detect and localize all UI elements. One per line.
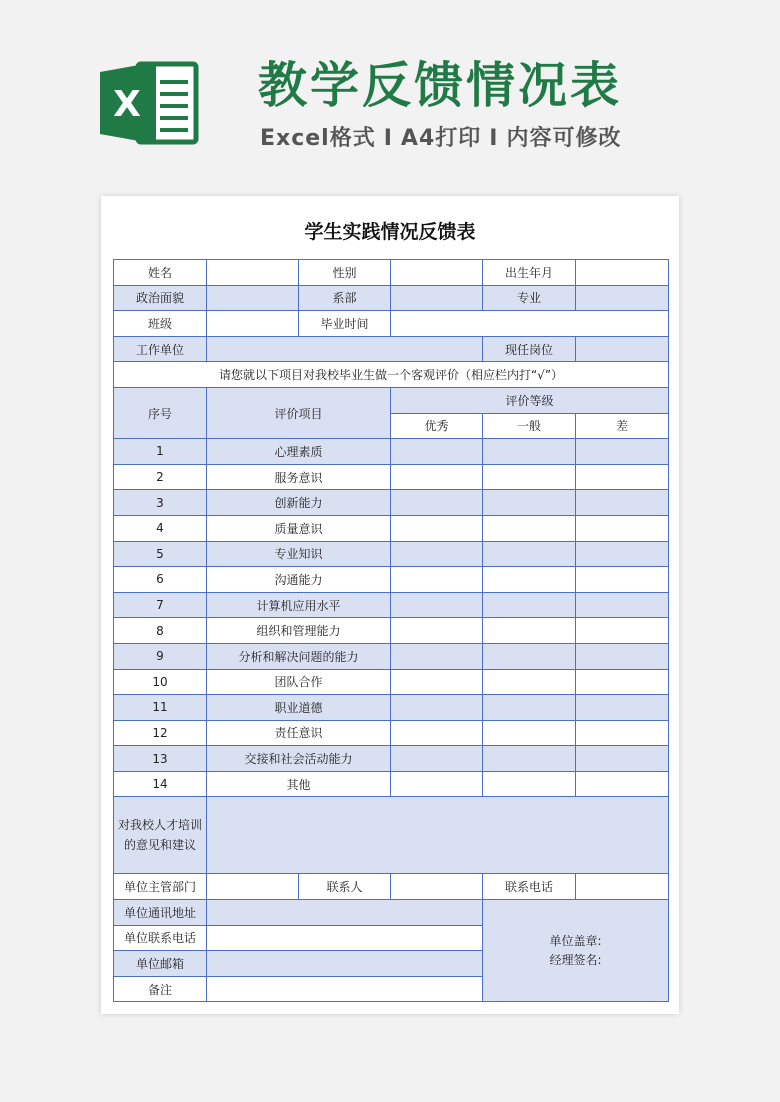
unit-phone-label: 单位联系电话 bbox=[114, 925, 207, 951]
average-cell[interactable] bbox=[483, 746, 576, 772]
item-no: 14 bbox=[114, 771, 207, 797]
poor-cell[interactable] bbox=[576, 490, 669, 516]
item-no: 9 bbox=[114, 643, 207, 669]
poor-cell[interactable] bbox=[576, 464, 669, 490]
email-label: 单位邮箱 bbox=[114, 951, 207, 977]
table-row bbox=[114, 490, 669, 516]
item-no: 2 bbox=[114, 464, 207, 490]
table-row bbox=[114, 771, 669, 797]
item-no: 5 bbox=[114, 541, 207, 567]
excellent-cell[interactable] bbox=[391, 746, 483, 772]
form-sheet bbox=[101, 196, 679, 1014]
poor-cell[interactable] bbox=[576, 592, 669, 618]
excellent-cell[interactable] bbox=[391, 592, 483, 618]
excel-logo-icon bbox=[100, 58, 200, 148]
excellent-cell[interactable] bbox=[391, 695, 483, 721]
suggestion-field[interactable] bbox=[207, 797, 669, 874]
excellent-cell[interactable] bbox=[391, 643, 483, 669]
excellent-cell[interactable] bbox=[391, 490, 483, 516]
average-cell[interactable] bbox=[483, 720, 576, 746]
subtitle-print: A4打印 bbox=[400, 126, 482, 151]
excellent-cell[interactable] bbox=[391, 618, 483, 644]
item-name: 分析和解决问题的能力 bbox=[207, 643, 391, 669]
dept-field[interactable] bbox=[391, 285, 483, 311]
average-cell[interactable] bbox=[483, 669, 576, 695]
item-name: 沟通能力 bbox=[207, 567, 391, 593]
sign-label: 经理签名: bbox=[549, 952, 602, 967]
header-item: 评价项目 bbox=[207, 387, 391, 438]
form-row bbox=[114, 336, 669, 362]
excellent-cell[interactable] bbox=[391, 439, 483, 465]
poor-cell[interactable] bbox=[576, 541, 669, 567]
dept-head-field[interactable] bbox=[207, 874, 299, 900]
average-cell[interactable] bbox=[483, 567, 576, 593]
poor-cell[interactable] bbox=[576, 618, 669, 644]
table-row bbox=[114, 592, 669, 618]
average-cell[interactable] bbox=[483, 490, 576, 516]
dept-head-label: 单位主管部门 bbox=[114, 874, 207, 900]
item-name: 责任意识 bbox=[207, 720, 391, 746]
excellent-cell[interactable] bbox=[391, 771, 483, 797]
poor-cell[interactable] bbox=[576, 515, 669, 541]
remark-field[interactable] bbox=[207, 976, 483, 1002]
phone-label: 联系电话 bbox=[483, 874, 576, 900]
grad-time-label: 毕业时间 bbox=[299, 311, 391, 337]
item-name: 职业道德 bbox=[207, 695, 391, 721]
item-name: 质量意识 bbox=[207, 515, 391, 541]
table-row bbox=[114, 695, 669, 721]
work-unit-field[interactable] bbox=[207, 336, 483, 362]
poor-cell[interactable] bbox=[576, 720, 669, 746]
name-label: 姓名 bbox=[114, 260, 207, 286]
remark-label: 备注 bbox=[114, 976, 207, 1002]
item-no: 11 bbox=[114, 695, 207, 721]
header-excellent: 优秀 bbox=[391, 413, 483, 439]
form-row bbox=[114, 311, 669, 337]
class-label: 班级 bbox=[114, 311, 207, 337]
address-label: 单位通讯地址 bbox=[114, 900, 207, 926]
average-cell[interactable] bbox=[483, 695, 576, 721]
gender-label: 性别 bbox=[299, 260, 391, 286]
contact-label: 联系人 bbox=[299, 874, 391, 900]
subtitle-editable: 内容可修改 bbox=[506, 126, 622, 151]
average-cell[interactable] bbox=[483, 464, 576, 490]
stamp-sign-area bbox=[483, 900, 669, 1002]
item-no: 7 bbox=[114, 592, 207, 618]
stamp-label: 单位盖章: bbox=[549, 933, 602, 948]
table-row bbox=[114, 618, 669, 644]
header-row bbox=[114, 387, 669, 413]
average-cell[interactable] bbox=[483, 541, 576, 567]
poor-cell[interactable] bbox=[576, 567, 669, 593]
average-cell[interactable] bbox=[483, 515, 576, 541]
grad-time-field[interactable] bbox=[391, 311, 669, 337]
page-title: 教学反馈情况表 bbox=[258, 57, 623, 114]
item-no: 6 bbox=[114, 567, 207, 593]
item-name: 其他 bbox=[207, 771, 391, 797]
item-name: 专业知识 bbox=[207, 541, 391, 567]
item-name: 心理素质 bbox=[207, 439, 391, 465]
item-name: 团队合作 bbox=[207, 669, 391, 695]
class-field[interactable] bbox=[207, 311, 299, 337]
major-field[interactable] bbox=[576, 285, 669, 311]
table-row bbox=[114, 439, 669, 465]
item-no: 13 bbox=[114, 746, 207, 772]
table-row bbox=[114, 746, 669, 772]
item-name: 创新能力 bbox=[207, 490, 391, 516]
subtitle-separator: I bbox=[489, 126, 499, 151]
table-row bbox=[114, 720, 669, 746]
form-row bbox=[114, 874, 669, 900]
gender-field[interactable] bbox=[391, 260, 483, 286]
phone-field[interactable] bbox=[576, 874, 669, 900]
contact-field[interactable] bbox=[391, 874, 483, 900]
excellent-cell[interactable] bbox=[391, 567, 483, 593]
table-row bbox=[114, 669, 669, 695]
poor-cell[interactable] bbox=[576, 669, 669, 695]
instruction-text: 请您就以下项目对我校毕业生做一个客观评价（相应栏内打“√”） bbox=[114, 362, 669, 388]
major-label: 专业 bbox=[483, 285, 576, 311]
average-cell[interactable] bbox=[483, 592, 576, 618]
header-poor: 差 bbox=[576, 413, 669, 439]
average-cell[interactable] bbox=[483, 643, 576, 669]
politics-label: 政治面貌 bbox=[114, 285, 207, 311]
item-no: 4 bbox=[114, 515, 207, 541]
header-no: 序号 bbox=[114, 387, 207, 438]
page-subtitle bbox=[260, 124, 621, 154]
unit-phone-field[interactable] bbox=[207, 925, 483, 951]
item-no: 12 bbox=[114, 720, 207, 746]
subtitle-separator: I bbox=[383, 126, 393, 151]
poor-cell[interactable] bbox=[576, 695, 669, 721]
birth-field[interactable] bbox=[576, 260, 669, 286]
item-no: 10 bbox=[114, 669, 207, 695]
form-row bbox=[114, 362, 669, 388]
email-field[interactable] bbox=[207, 951, 483, 977]
excellent-cell[interactable] bbox=[391, 464, 483, 490]
form-row bbox=[114, 285, 669, 311]
poor-cell[interactable] bbox=[576, 439, 669, 465]
item-name: 交接和社会活动能力 bbox=[207, 746, 391, 772]
feedback-form-table bbox=[113, 259, 669, 1002]
position-field[interactable] bbox=[576, 336, 669, 362]
position-label: 现任岗位 bbox=[483, 336, 576, 362]
address-field[interactable] bbox=[207, 900, 483, 926]
table-row bbox=[114, 567, 669, 593]
item-name: 服务意识 bbox=[207, 464, 391, 490]
birth-label: 出生年月 bbox=[483, 260, 576, 286]
average-cell[interactable] bbox=[483, 618, 576, 644]
form-row bbox=[114, 900, 669, 926]
politics-field[interactable] bbox=[207, 285, 299, 311]
header-average: 一般 bbox=[483, 413, 576, 439]
poor-cell[interactable] bbox=[576, 643, 669, 669]
work-unit-label: 工作单位 bbox=[114, 336, 207, 362]
subtitle-format: Excel格式 bbox=[260, 126, 376, 151]
form-row bbox=[114, 260, 669, 286]
poor-cell[interactable] bbox=[576, 746, 669, 772]
dept-label: 系部 bbox=[299, 285, 391, 311]
excellent-cell[interactable] bbox=[391, 669, 483, 695]
table-row bbox=[114, 643, 669, 669]
poor-cell[interactable] bbox=[576, 771, 669, 797]
name-field[interactable] bbox=[207, 260, 299, 286]
header-grade: 评价等级 bbox=[391, 387, 669, 413]
table-row bbox=[114, 541, 669, 567]
average-cell[interactable] bbox=[483, 439, 576, 465]
excellent-cell[interactable] bbox=[391, 515, 483, 541]
excellent-cell[interactable] bbox=[391, 720, 483, 746]
table-row bbox=[114, 464, 669, 490]
suggestion-row bbox=[114, 797, 669, 874]
item-no: 8 bbox=[114, 618, 207, 644]
item-name: 组织和管理能力 bbox=[207, 618, 391, 644]
svg-text:X: X bbox=[113, 84, 141, 125]
average-cell[interactable] bbox=[483, 771, 576, 797]
item-name: 计算机应用水平 bbox=[207, 592, 391, 618]
table-row bbox=[114, 515, 669, 541]
excellent-cell[interactable] bbox=[391, 541, 483, 567]
suggestion-label: 对我校人才培训的意见和建议 bbox=[114, 797, 207, 874]
item-no: 1 bbox=[114, 439, 207, 465]
item-no: 3 bbox=[114, 490, 207, 516]
form-title: 学生实践情况反馈表 bbox=[304, 221, 476, 243]
